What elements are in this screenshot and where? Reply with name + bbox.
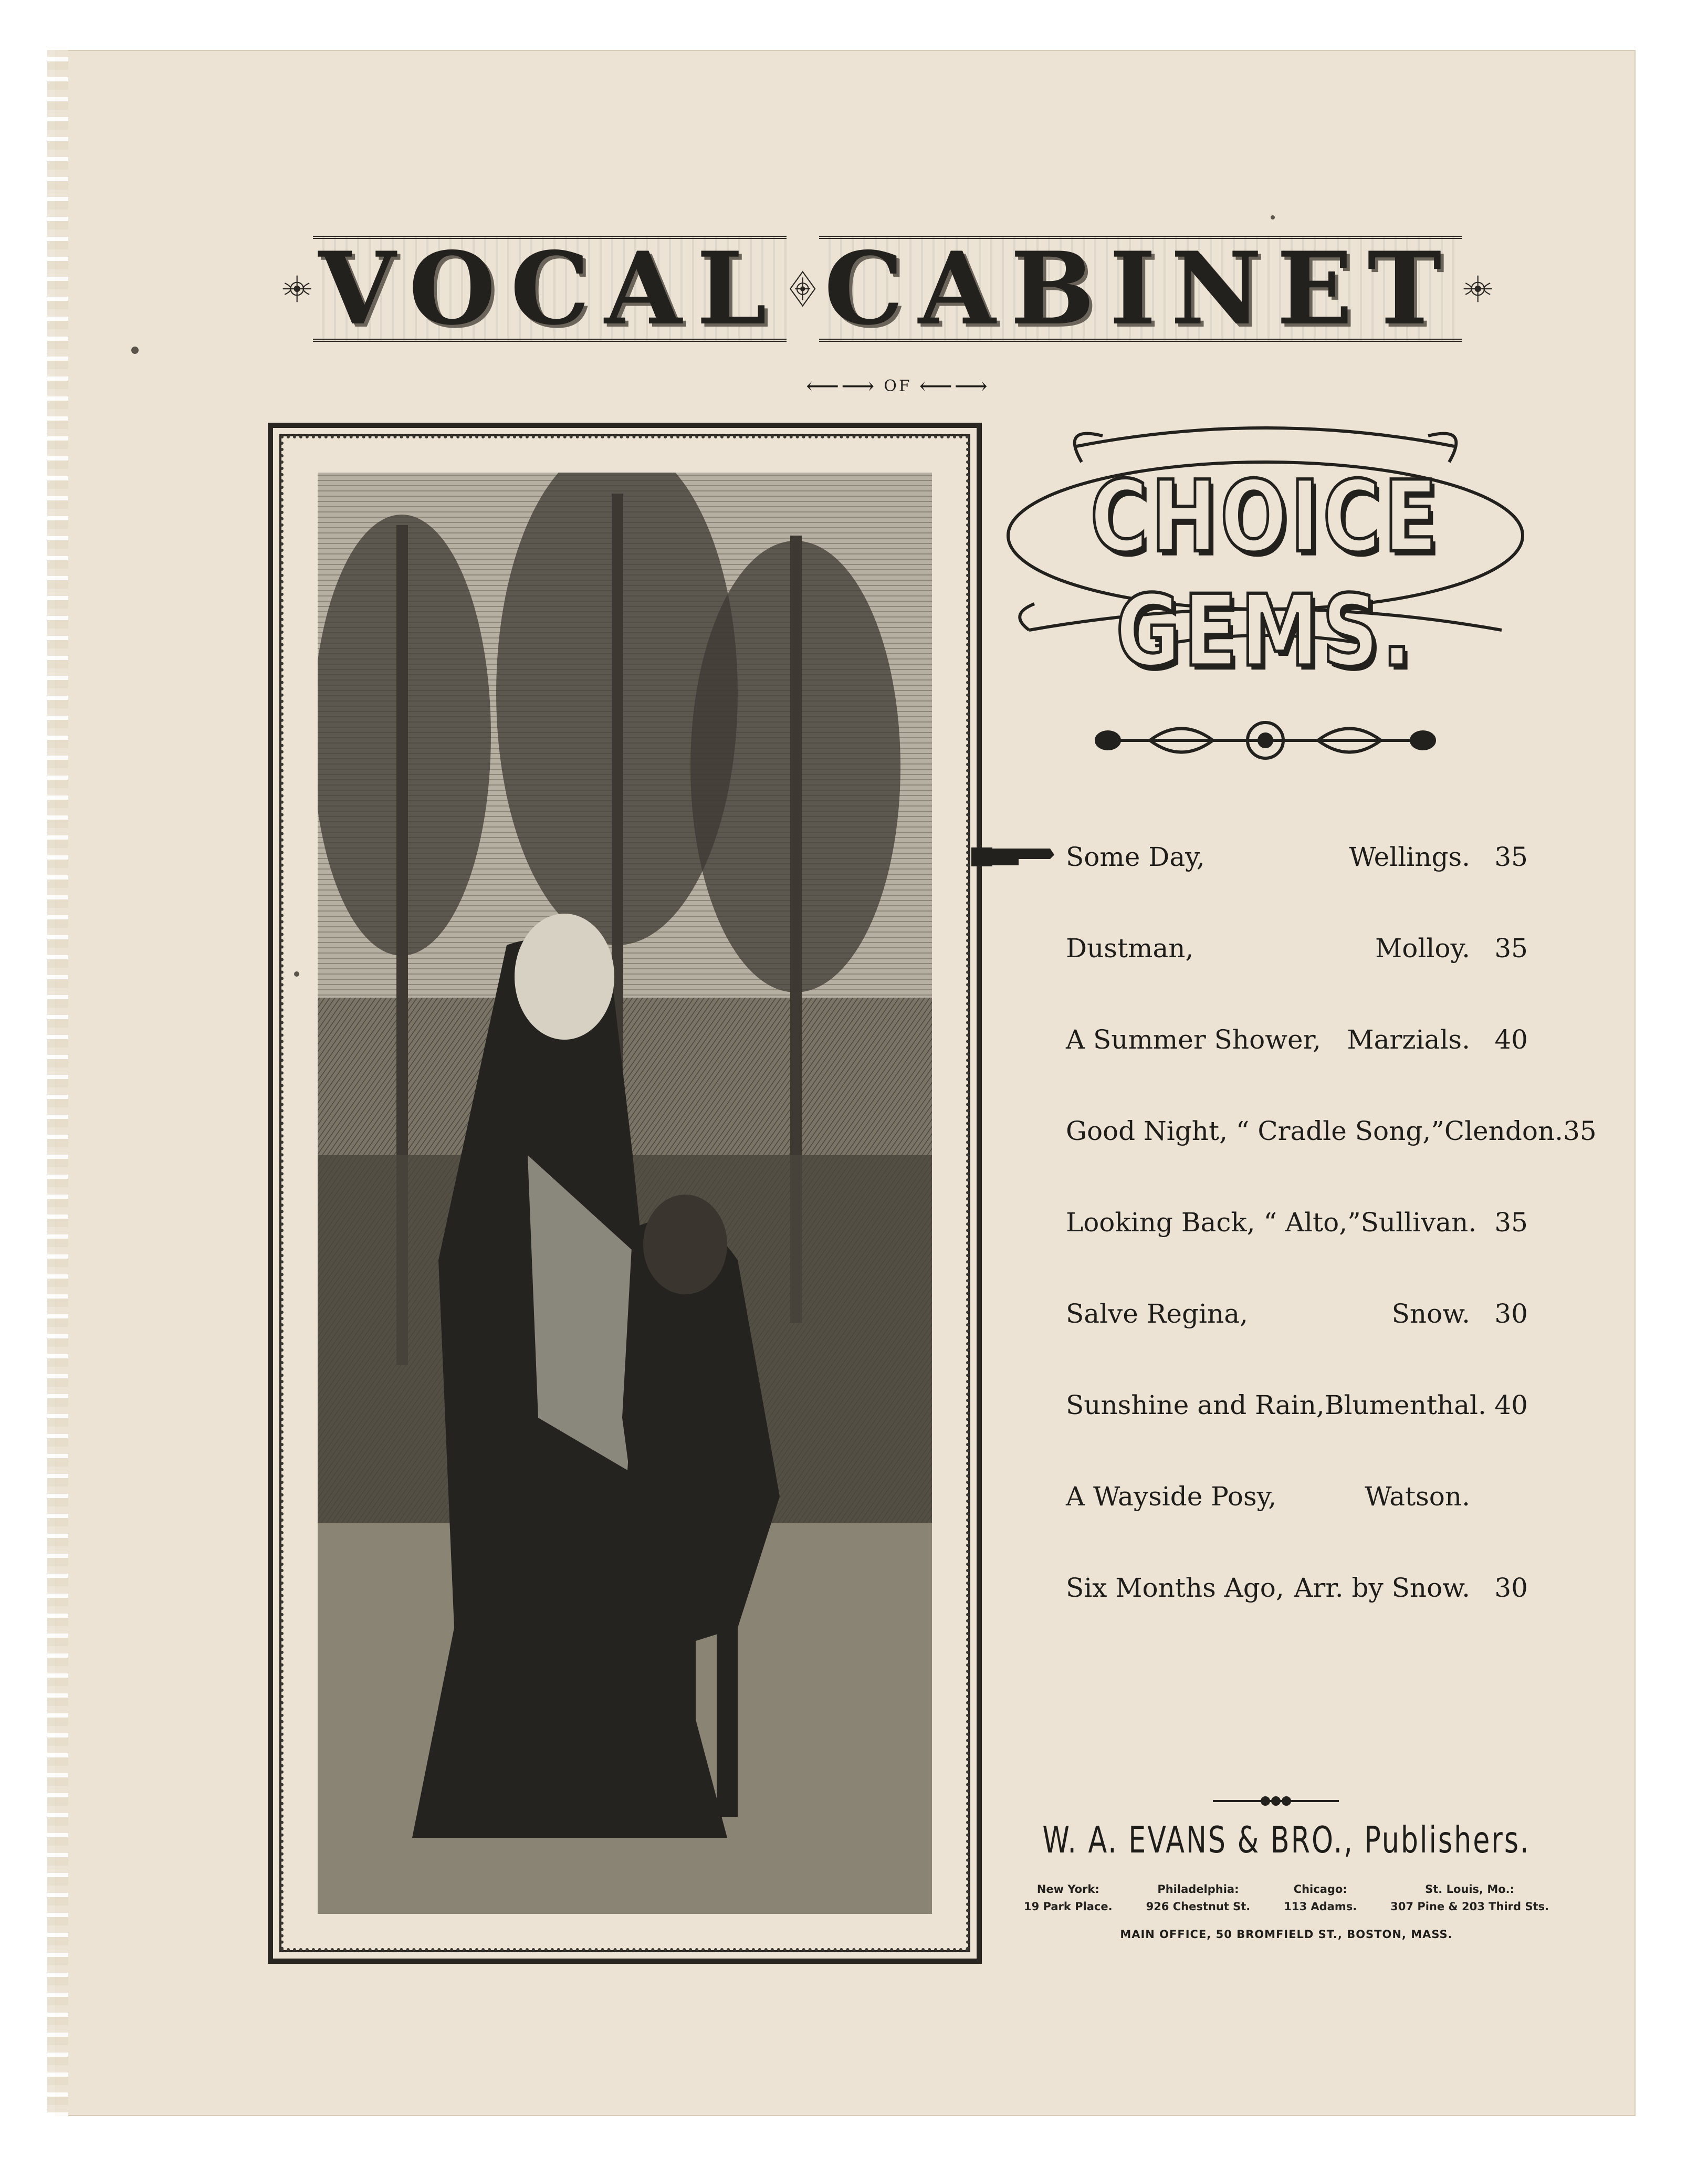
office-address: 926 Chestnut St. [1146,1900,1251,1913]
of-line [756,370,1040,402]
song-price: 30 [1494,1299,1528,1329]
song-title: Salve Regina, [1066,1299,1248,1329]
song-row [1066,1542,1528,1634]
center-fleuron-icon [787,236,819,341]
song-list [1066,811,1597,1634]
right-fleuron-icon [1462,236,1494,341]
song-composer: Arr. by Snow. [1294,1573,1470,1603]
song-composer: Molloy. [1375,933,1470,964]
office-st-louis [1390,1881,1549,1915]
office-address: 113 Adams. [1284,1900,1357,1913]
song-composer: Wellings. [1349,842,1470,872]
song-composer: Clendon. [1444,1116,1564,1146]
office-city: Chicago: [1293,1883,1347,1896]
publisher-rule-icon [1213,1793,1339,1809]
song-title: Six Months Ago, [1066,1573,1284,1603]
song-row [1066,903,1528,994]
song-title: Sunshine and Rain, [1066,1390,1325,1420]
song-price: 30 [1494,1573,1528,1603]
song-row [1066,1268,1528,1359]
title-cabinet: CABINET [819,236,1462,342]
song-price: 35 [1494,1207,1528,1238]
office-new-york [1024,1881,1113,1915]
song-price: 40 [1494,1390,1528,1420]
song-price: 35 [1494,842,1528,872]
engraving-illustration [318,473,932,1914]
title-vocal: VOCAL [313,236,787,342]
left-arrow-icon: ⟵⟶ [806,372,877,400]
song-title: Some Day, [1066,842,1205,872]
main-office-address: MAIN OFFICE, 50 BROMFIELD ST., BOSTON, MASS. [1120,1928,1453,1941]
song-row [1066,1451,1528,1542]
right-arrow-icon: ⟵⟶ [919,372,990,400]
ornament-divider-icon [1087,711,1444,769]
song-title: Looking Back, “ Alto,” [1066,1207,1361,1238]
of-label: OF [884,376,912,395]
song-title: A Summer Shower, [1066,1024,1321,1055]
title-band [281,230,1494,347]
office-city: St. Louis, Mo.: [1425,1883,1515,1896]
pointing-hand-icon [971,841,1055,873]
publisher-offices [1024,1881,1549,1915]
publisher-name: W. A. EVANS & BRO., Publishers. [1042,1818,1531,1861]
torn-paper-edge [47,50,68,2116]
song-row [1066,994,1528,1085]
song-composer: Watson. [1365,1481,1470,1512]
subtitle-choice-gems: CHOICE GEMS. [1090,460,1441,689]
song-row [1066,1177,1528,1268]
choice-gems-cartouche [998,415,1533,689]
office-address: 19 Park Place. [1024,1900,1113,1913]
song-composer: Snow. [1391,1299,1470,1329]
office-chicago [1284,1881,1357,1915]
office-city: New York: [1036,1883,1099,1896]
song-title: A Wayside Posy, [1066,1481,1277,1512]
song-composer: Sullivan. [1360,1207,1477,1238]
song-price: 35 [1494,933,1528,964]
office-city: Philadelphia: [1157,1883,1239,1896]
song-title: Dustman, [1066,933,1194,964]
engraving-mother-and-child-icon [318,473,932,1914]
song-row [1066,1085,1597,1177]
office-address: 307 Pine & 203 Third Sts. [1390,1900,1549,1913]
song-price: 40 [1494,1024,1528,1055]
song-composer: Marzials. [1347,1024,1470,1055]
song-composer: Blumenthal. [1324,1390,1486,1420]
song-row [1066,1359,1528,1451]
left-fleuron-icon [281,236,313,341]
office-philadelphia [1146,1881,1251,1915]
song-row [1066,811,1528,903]
song-price: 35 [1563,1116,1597,1146]
illustration-frame [268,423,982,1964]
song-title: Good Night, “ Cradle Song,” [1066,1116,1444,1146]
